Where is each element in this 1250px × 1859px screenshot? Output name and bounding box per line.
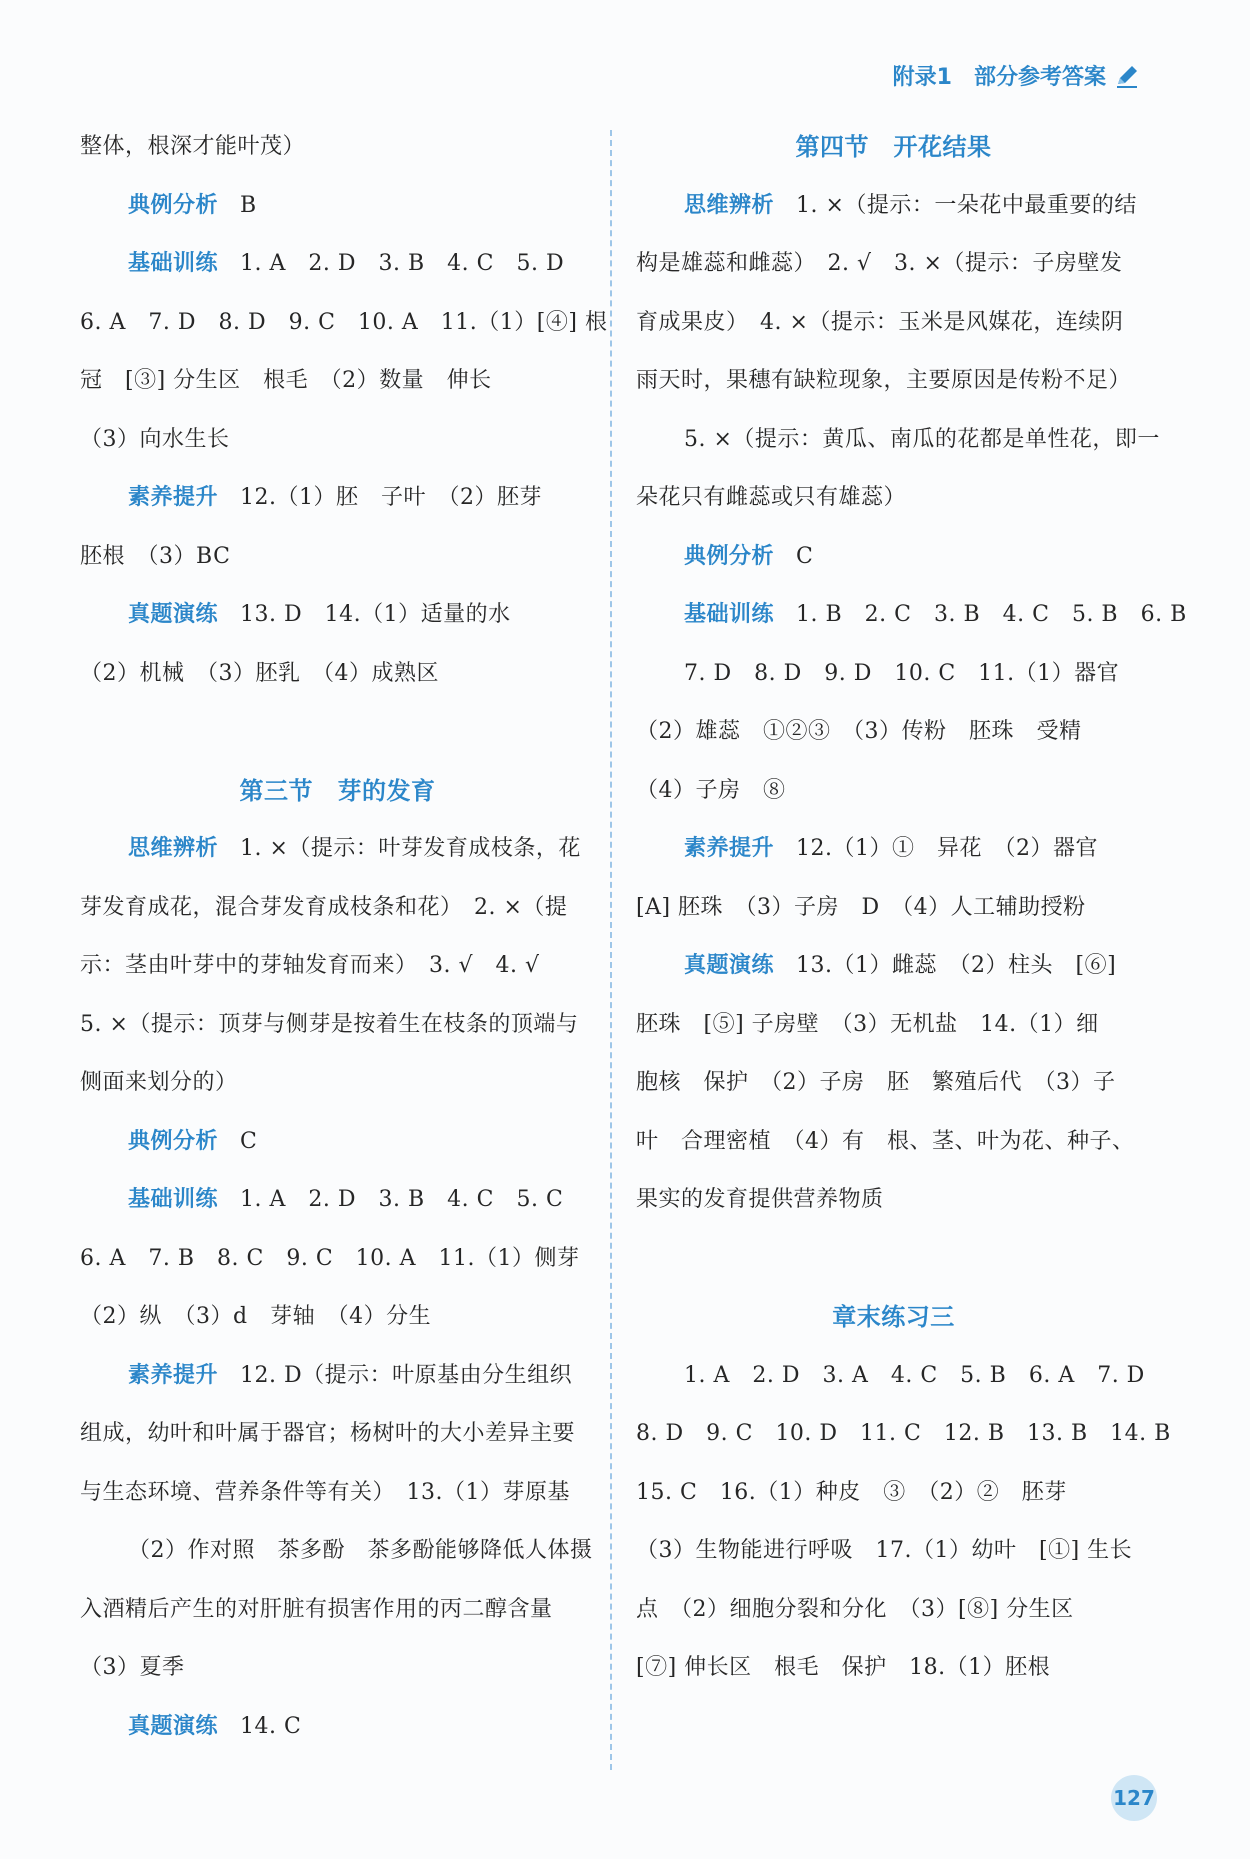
entry-text: 1. A 2. D 3. B 4. C 5. C — [240, 1187, 564, 1212]
section-gap — [80, 703, 595, 762]
answer-entry — [80, 820, 595, 879]
answer-line: 组成，幼叶和叶属于器官；杨树叶的大小差异主要 — [80, 1421, 576, 1446]
answer-line: 入酒精后产生的对肝脏有损害作用的丙二醇含量 — [80, 1596, 553, 1622]
answer-line: 胞核 保护 （2）子房 胚 繁殖后代 （3）子 — [636, 1070, 1116, 1095]
entry-label: 典例分析 — [128, 192, 219, 218]
answer-line: 果实的发育提供营养物质 — [636, 1187, 884, 1212]
header-title: 部分参考答案 — [973, 65, 1106, 90]
page-number: 127 — [1111, 1775, 1157, 1821]
column-divider — [610, 130, 612, 1770]
answer-line: 示：茎由叶芽中的芽轴发育而来） 3. √ 4. √ — [80, 953, 540, 978]
answer-entry — [80, 235, 595, 294]
entry-label: 真题演练 — [128, 602, 219, 627]
entry-label: 真题演练 — [684, 953, 775, 978]
entry-text: 13. D 14.（1）适量的水 — [240, 602, 511, 627]
answer-entry — [80, 1171, 595, 1230]
answer-entry — [80, 586, 595, 645]
answer-line: [⑦] 伸长区 根毛 保护 18.（1）胚根 — [636, 1655, 1051, 1680]
entry-text: B — [240, 192, 257, 218]
answer-line: （2）作对照 茶多酚 茶多酚能够降低人体摄 — [128, 1538, 593, 1563]
answer-line: 8. D 9. C 10. D 11. C 12. B 13. B 14. B — [636, 1421, 1171, 1446]
appendix-label: 附录1 — [892, 65, 952, 90]
answer-line: 朵花只有雌蕊或只有雄蕊） — [636, 485, 907, 510]
answer-line: 5. ×（提示：顶芽与侧芽是按着生在枝条的顶端与 — [80, 1011, 579, 1037]
answer-entry — [636, 528, 1151, 587]
answer-line: （2）雄蕊 ①②③ （3）传粉 胚珠 受精 — [636, 719, 1082, 744]
answer-entry — [636, 586, 1187, 645]
answer-line: 与生态环境、营养条件等有关） 13.（1）芽原基 — [80, 1479, 570, 1505]
answer-line: （3）生物能进行呼吸 17.（1）幼叶 [①] 生长 — [636, 1538, 1133, 1563]
entry-label: 素养提升 — [128, 1362, 219, 1388]
page-header — [893, 60, 1140, 91]
entry-label: 真题演练 — [128, 1713, 219, 1739]
answer-line: （2）纵 （3）d 芽轴 （4）分生 — [80, 1304, 432, 1329]
pencil-icon — [1114, 63, 1140, 89]
entry-text: 14. C — [240, 1713, 302, 1739]
answer-line: （3）向水生长 — [80, 426, 230, 452]
answer-line: 构是雄蕊和雌蕊） 2. √ 3. ×（提示：子房壁发 — [636, 251, 1123, 276]
entry-text: 12. D（提示：叶原基由分生组织 — [240, 1362, 573, 1388]
entry-label: 典例分析 — [128, 1128, 219, 1154]
answer-entry — [80, 1347, 595, 1406]
answer-line: 侧面来划分的） — [80, 1070, 238, 1095]
answer-line: 整体，根深才能叶茂） — [80, 134, 306, 159]
entry-text: 12.（1）① 异花 （2）器官 — [796, 836, 1098, 861]
entry-text: C — [240, 1128, 258, 1154]
answer-entry — [80, 469, 595, 528]
entry-label: 基础训练 — [128, 251, 219, 276]
answer-line: 6. A 7. D 8. D 9. C 10. A 11.（1）[④] 根 — [80, 309, 608, 335]
entry-label: 思维辨析 — [684, 192, 775, 218]
section-heading: 第四节 开花结果 — [795, 133, 992, 161]
section-gap — [636, 1230, 1151, 1289]
answer-line: 15. C 16.（1）种皮 ③ （2）② 胚芽 — [636, 1479, 1067, 1505]
left-column — [80, 118, 608, 1756]
entry-text: 1. A 2. D 3. B 4. C 5. D — [240, 251, 565, 276]
answer-line: 雨天时，果穗有缺粒现象，主要原因是传粉不足） — [636, 368, 1132, 393]
answer-line: 1. A 2. D 3. A 4. C 5. B 6. A 7. D — [684, 1362, 1145, 1388]
entry-text: 1. ×（提示：一朵花中最重要的结 — [796, 192, 1137, 218]
answer-line: 5. ×（提示：黄瓜、南瓜的花都是单性花，即一 — [684, 426, 1160, 452]
answer-entry — [80, 1698, 595, 1757]
answer-line: （3）夏季 — [80, 1655, 185, 1680]
right-column — [636, 118, 1187, 1698]
answer-line: 叶 合理密植 （4）有 根、茎、叶为花、种子、 — [636, 1128, 1135, 1154]
entry-label: 基础训练 — [684, 602, 775, 627]
answer-line: （2）机械 （3）胚乳 （4）成熟区 — [80, 660, 439, 686]
answer-line: [A] 胚珠 （3）子房 D （4）人工辅助授粉 — [636, 894, 1086, 920]
entry-text: 1. B 2. C 3. B 4. C 5. B 6. B — [796, 602, 1187, 627]
answer-line: （4）子房 ⑧ — [636, 777, 786, 803]
answer-line: 7. D 8. D 9. D 10. C 11.（1）器官 — [684, 660, 1120, 686]
answer-line: 6. A 7. B 8. C 9. C 10. A 11.（1）侧芽 — [80, 1245, 580, 1271]
answer-line: 冠 [③] 分生区 根毛 （2）数量 伸长 — [80, 368, 492, 393]
answer-line: 胚珠 [⑤] 子房壁 （3）无机盐 14.（1）细 — [636, 1011, 1099, 1037]
entry-text: 13.（1）雌蕊 （2）柱头 [⑥] — [796, 953, 1117, 978]
entry-label: 素养提升 — [128, 485, 219, 510]
answer-entry — [80, 177, 595, 236]
entry-text: 1. ×（提示：叶芽发育成枝条，花 — [240, 836, 581, 861]
entry-text: C — [796, 543, 814, 569]
answer-entry — [636, 820, 1151, 879]
answer-line: 芽发育成花，混合芽发育成枝条和花） 2. ×（提 — [80, 894, 568, 920]
answer-line: 育成果皮） 4. ×（提示：玉米是风媒花，连续阴 — [636, 309, 1124, 335]
answer-line: 胚根 （3）BC — [80, 543, 231, 569]
section-heading: 章末练习三 — [832, 1303, 955, 1331]
entry-label: 思维辨析 — [128, 836, 219, 861]
entry-label: 基础训练 — [128, 1187, 219, 1212]
answer-entry — [80, 1113, 595, 1172]
section-heading: 第三节 芽的发育 — [239, 776, 436, 805]
answer-entry — [636, 177, 1151, 236]
entry-text: 12.（1）胚 子叶 （2）胚芽 — [240, 485, 542, 510]
answer-entry — [636, 937, 1151, 996]
entry-label: 素养提升 — [684, 836, 775, 861]
answer-line: 点 （2）细胞分裂和分化 （3）[⑧] 分生区 — [636, 1596, 1074, 1622]
entry-label: 典例分析 — [684, 543, 775, 569]
